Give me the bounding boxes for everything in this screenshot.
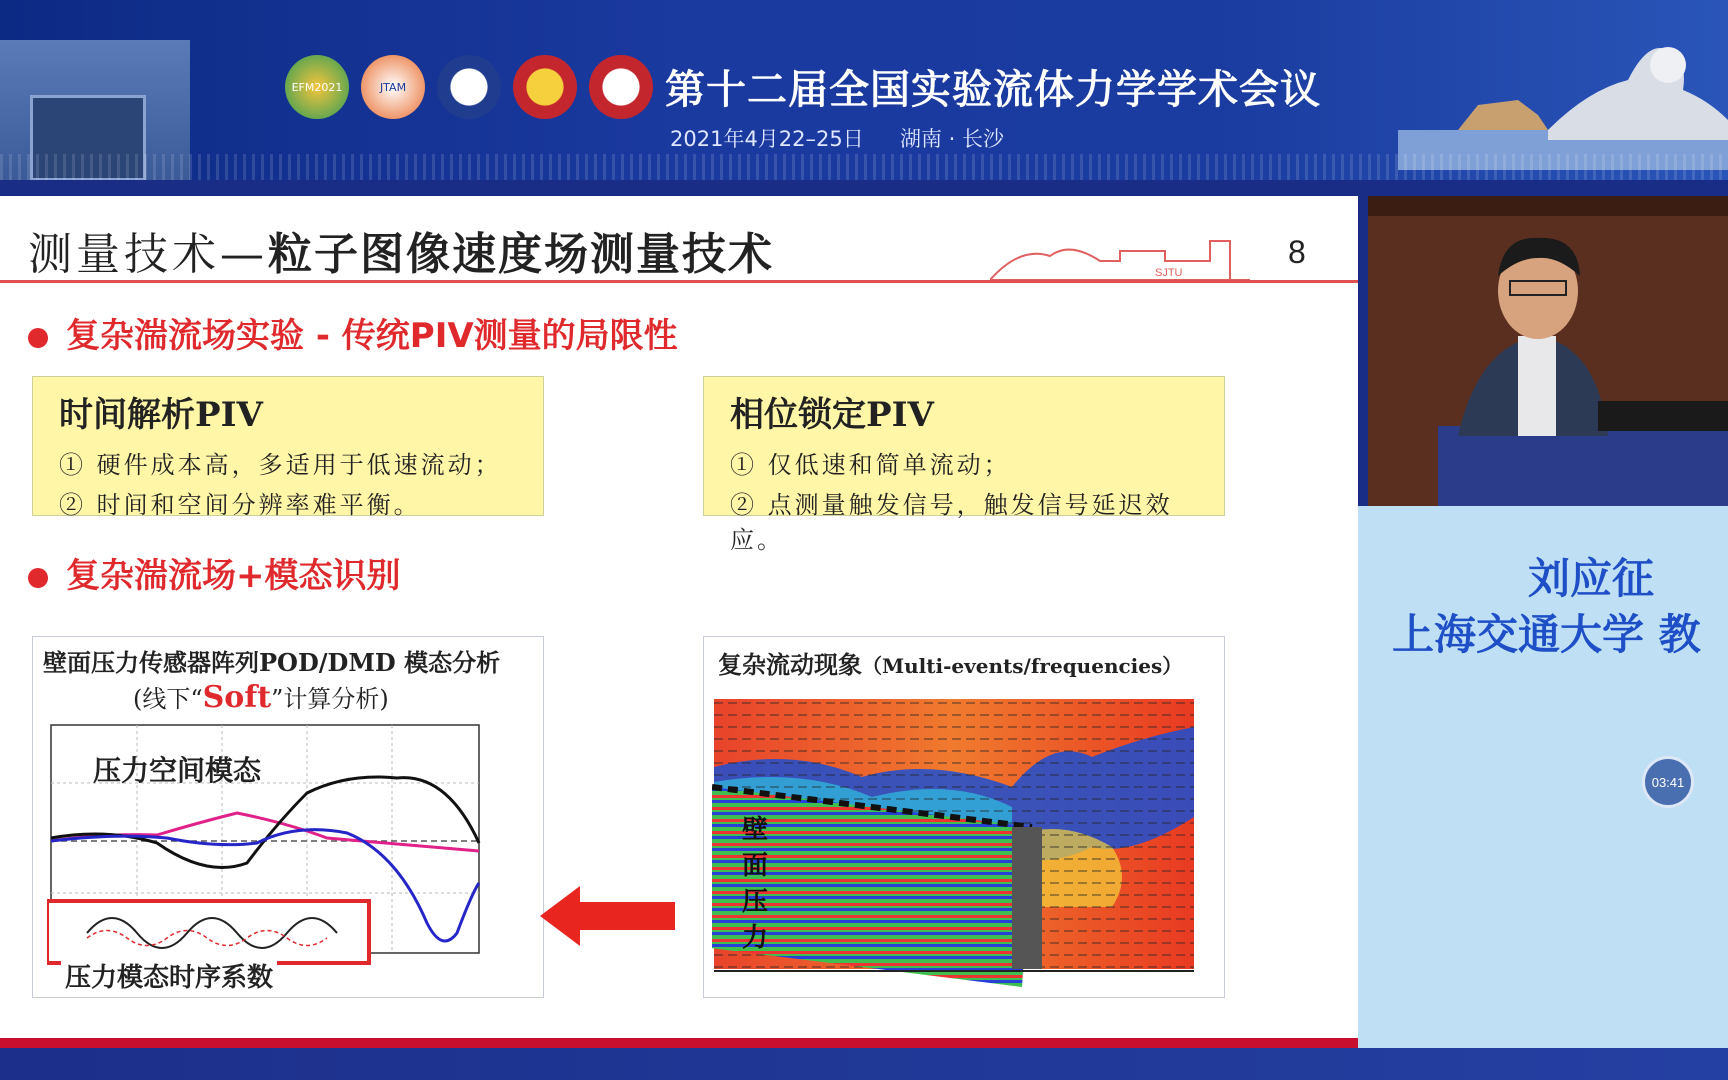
box-time-resolved-title: 时间解析PIV — [59, 395, 263, 435]
box-time-resolved-piv — [32, 376, 544, 519]
complex-flow-title-cn: 复杂流动现象 — [718, 650, 862, 679]
university-logo-2 — [513, 55, 577, 119]
subtitle-soft: Soft — [202, 680, 272, 715]
sjtu-label: SJTU — [1155, 267, 1183, 279]
speaker-image — [1368, 196, 1728, 506]
bullet-mode-identification-text: 复杂湍流场+模态识别 — [66, 556, 401, 596]
university-logo-3 — [589, 55, 653, 119]
panel-complex-flow — [703, 636, 1225, 998]
box-time-resolved-item-2: ② 时间和空间分辨率难平衡。 — [59, 491, 421, 519]
title-underline — [0, 280, 1358, 283]
university-logo-1 — [437, 55, 501, 119]
box-phase-locked-item-1: ① 仅低速和简单流动； — [730, 451, 1011, 479]
logo-row — [285, 55, 653, 119]
conference-title: 第十二届全国实验流体力学学术会议 — [665, 67, 1321, 113]
panel-pressure-modes-subtitle — [133, 679, 389, 715]
bullet-mode-identification — [28, 548, 401, 597]
subtitle-post: ”计算分析) — [271, 685, 389, 713]
left-arrow-icon — [540, 886, 675, 946]
wall-pressure-label — [742, 812, 768, 956]
speaker-name: 刘应征 — [1528, 554, 1655, 603]
bullet-limitations-text: 复杂湍流场实验 - 传统PIV测量的局限性 — [66, 316, 678, 356]
wall-pressure-char-3: 压 — [742, 887, 769, 917]
footer-bar — [0, 1048, 1728, 1080]
bullet-limitations — [28, 308, 678, 357]
speaker-video — [1368, 196, 1728, 506]
statue-image — [1398, 20, 1728, 170]
slide-bottom-bar — [0, 1038, 1358, 1048]
conference-place: 湖南 · 长沙 — [900, 127, 1005, 151]
panel-complex-flow-title — [718, 645, 1182, 680]
panel-pressure-modes-title: 壁面压力传感器阵列POD/DMD 模态分析 — [43, 648, 501, 677]
box-phase-locked-item-2: ② 点测量触发信号，触发信号延迟效应。 — [730, 491, 1173, 554]
box-phase-locked-piv — [703, 376, 1225, 554]
pressure-spatial-mode-label: 压力空间模态 — [93, 754, 262, 787]
slide-title-main: 粒子图像速度场测量技术 — [268, 229, 774, 280]
piv-flow-field-image — [712, 697, 1212, 987]
slide-title — [28, 218, 774, 282]
speaker-affiliation: 上海交通大学 教 — [1392, 610, 1701, 659]
conference-banner — [0, 0, 1728, 180]
pressure-time-coefficient-label: 压力模态时序系数 — [61, 957, 277, 994]
sjtu-skyline-decoration — [990, 236, 1250, 281]
inset-time-coefficient-box — [47, 901, 369, 963]
playback-timer-button[interactable]: 03:41 — [1642, 756, 1694, 808]
panel-pressure-modes — [32, 636, 544, 998]
subtitle-pre: (线下“ — [133, 685, 203, 713]
wall-pressure-char-1: 壁 — [742, 815, 769, 845]
complex-flow-title-en: （Multi-events/frequencies） — [862, 654, 1183, 678]
box-time-resolved-item-1: ① 硬件成本高，多适用于低速流动； — [59, 451, 502, 479]
wall-pressure-char-2: 面 — [742, 851, 769, 881]
slide-title-prefix: 测量技术— — [28, 229, 268, 280]
presentation-slide — [0, 196, 1358, 1048]
conference-date: 2021年4月22–25日 — [670, 127, 864, 151]
box-phase-locked-title: 相位锁定PIV — [730, 395, 934, 435]
wall-pressure-char-4: 力 — [742, 923, 769, 953]
jtam-logo: JTAM — [361, 55, 425, 119]
slide-number: 8 — [1288, 234, 1306, 270]
efm-logo: EFM2021 — [285, 55, 349, 119]
